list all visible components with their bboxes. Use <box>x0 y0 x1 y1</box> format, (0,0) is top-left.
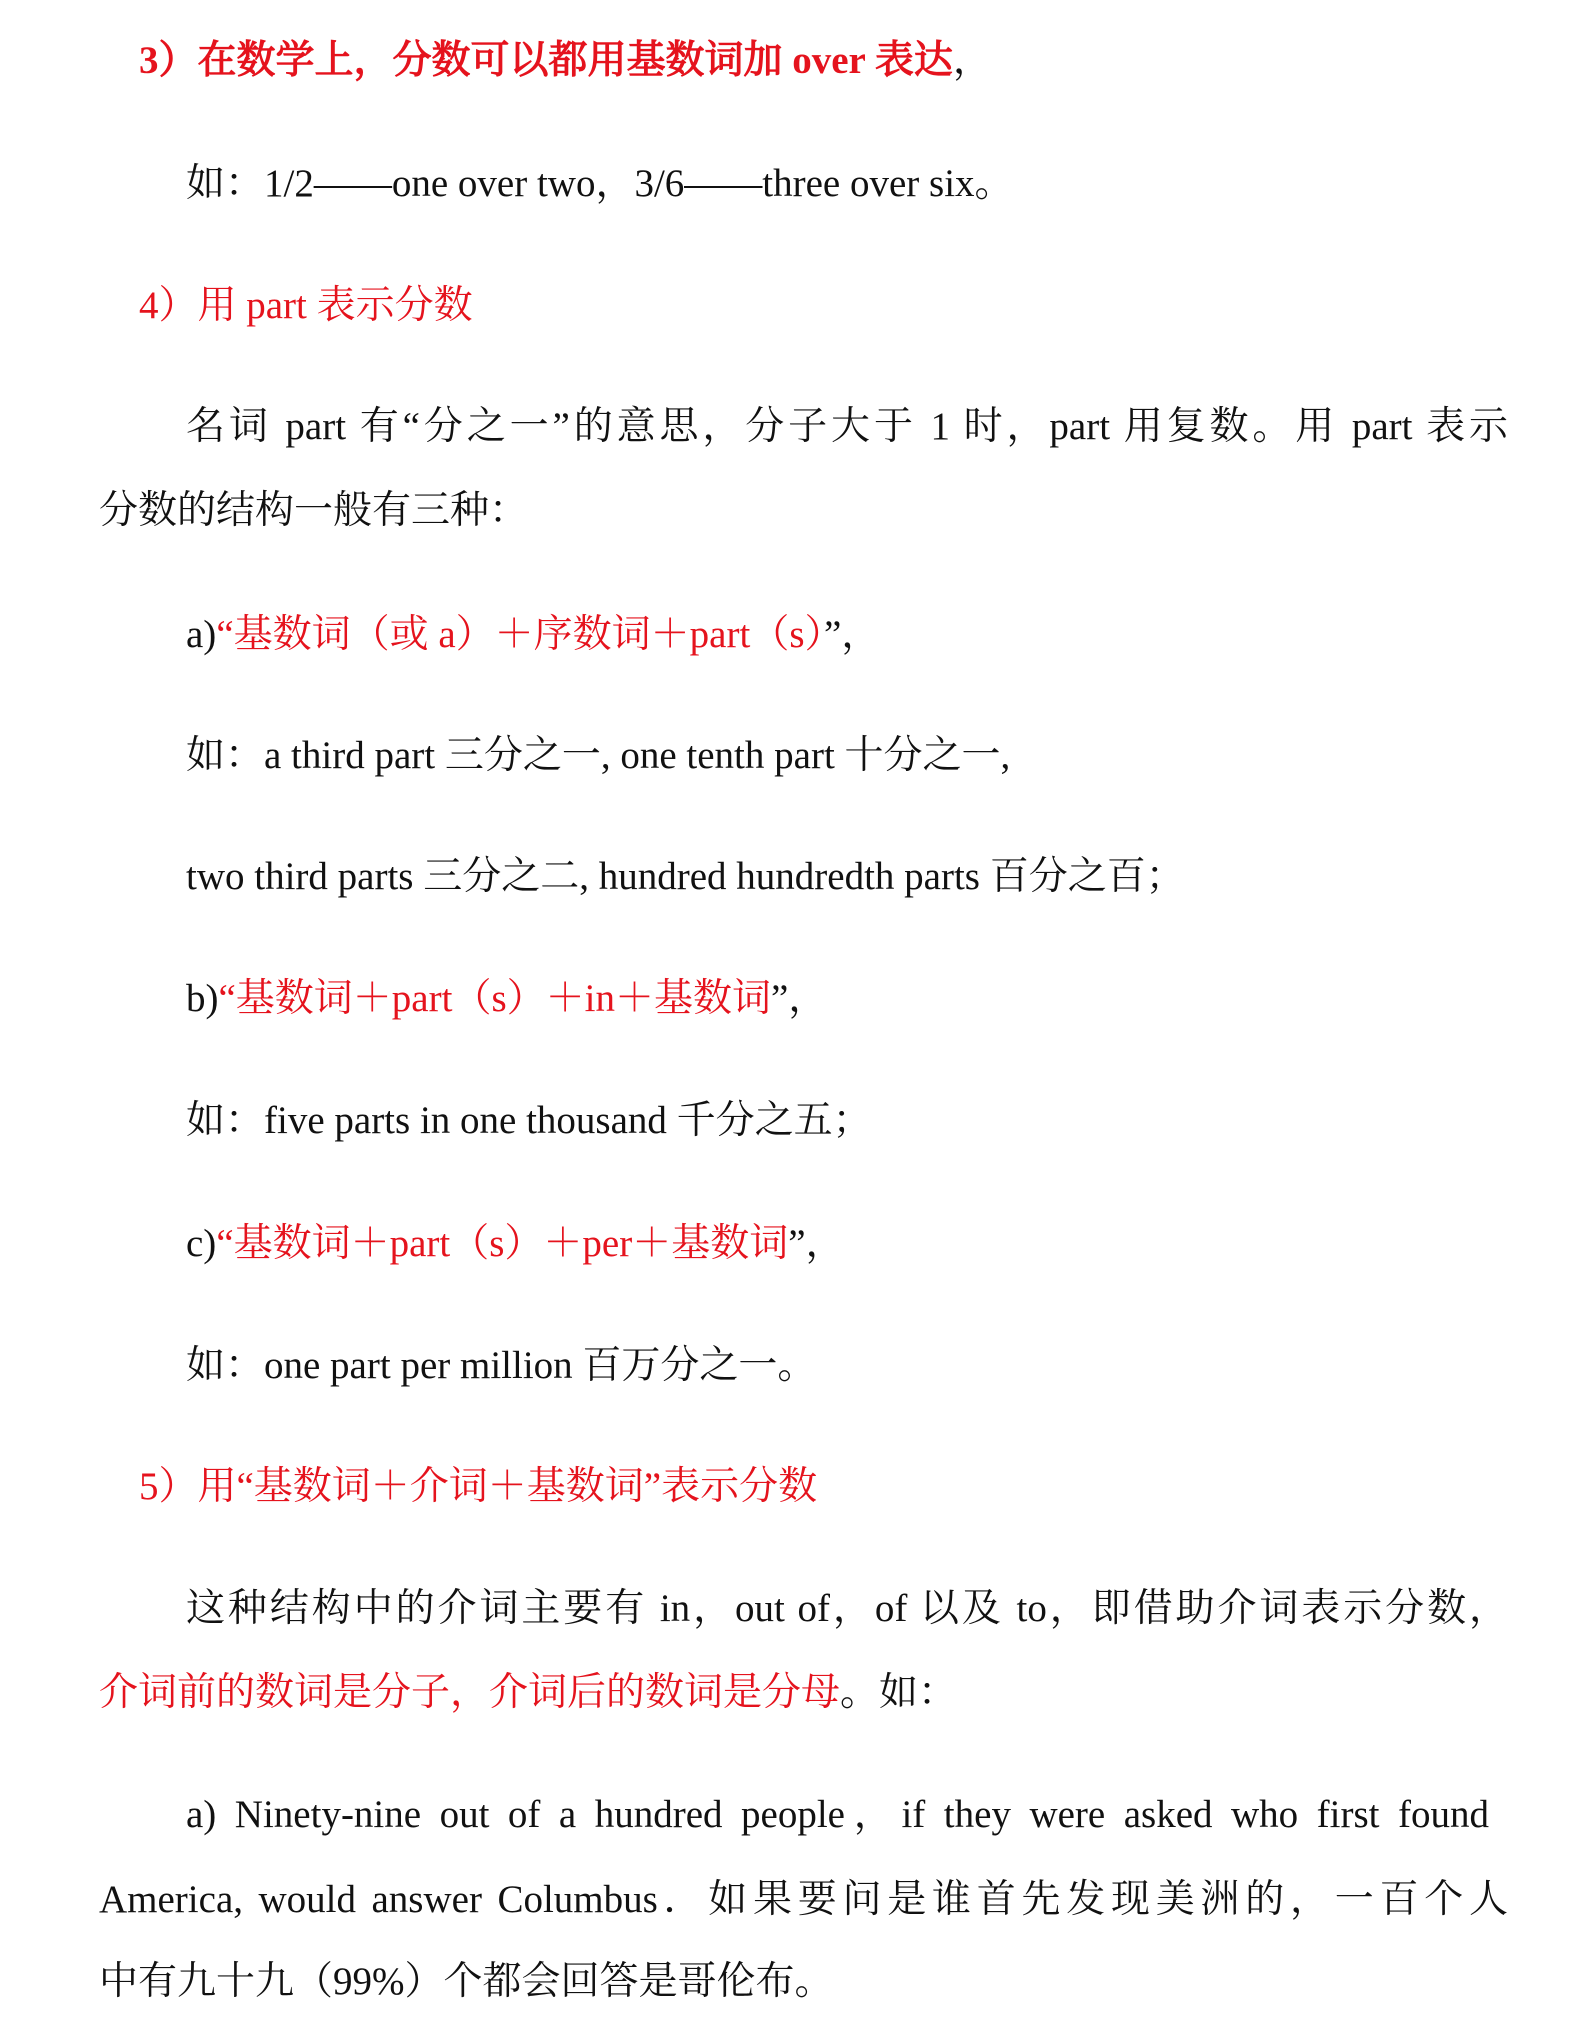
section-5-example-line-2: America, would answer Columbus．如果要问是谁首先发现美洲的，一百个人 <box>99 1878 1508 1921</box>
section-4-heading: 4）用 part 表示分数 <box>139 284 473 327</box>
section-3-example: 如：1/2——one over two，3/6——three over six。 <box>186 162 1014 205</box>
structure-c-label: c) <box>186 1222 217 1265</box>
structure-a-formula <box>186 610 880 660</box>
section-3-heading-text: 3）在数学上，分数可以都用基数词加 over 表达 <box>139 39 953 82</box>
section-3-heading-tail: ， <box>952 39 992 82</box>
section-3-heading <box>139 36 992 86</box>
section-5-heading: 5）用“基数词＋介词＋基数词”表示分数 <box>139 1465 818 1508</box>
section-5-example-line-1: a) Ninety-nine out of a hundred people，if they were asked who first found <box>186 1793 1489 1836</box>
structure-c-pattern: “基数词＋part（s）＋per＋基数词 <box>216 1222 789 1265</box>
section-5-rule-line <box>99 1668 957 1718</box>
structure-a-example-1: 如：a third part 三分之一, one tenth part 十分之一, <box>186 734 1011 777</box>
structure-a-pattern: “基数词（或 a）＋序数词＋part（s） <box>216 613 824 656</box>
structure-b-label: b) <box>186 977 219 1020</box>
section-5-intro-line: 这种结构中的介词主要有 in，out of，of 以及 to，即借助介词表示分数， <box>186 1587 1508 1630</box>
structure-c-formula <box>186 1219 845 1269</box>
structure-c-tail: ”， <box>788 1222 845 1265</box>
section-5-rule-highlight: 介词前的数词是分子，介词后的数词是分母 <box>99 1671 841 1714</box>
structure-b-tail: ”， <box>770 977 828 1020</box>
section-5-rule-tail: 。如： <box>840 1671 958 1714</box>
structure-b-example-1: 如：five parts in one thousand 千分之五； <box>186 1099 872 1142</box>
section-4-intro-line-2: 分数的结构一般有三种： <box>99 489 529 532</box>
structure-a-tail: ”， <box>824 613 881 656</box>
section-4-intro-line-1: 名词 part 有“分之一”的意思，分子大于 1 时，part 用复数。用 part 表示 <box>186 405 1508 448</box>
structure-a-example-2: two third parts 三分之二, hundred hundredth parts 百分之百； <box>186 855 1185 898</box>
structure-c-example-1: 如：one part per million 百万分之一。 <box>186 1344 817 1387</box>
section-5-example-line-3: 中有九十九（99%）个都会回答是哥伦布。 <box>99 1960 834 2003</box>
structure-b-pattern: “基数词＋part（s）＋in＋基数词 <box>218 977 771 1020</box>
structure-b-formula <box>186 974 827 1024</box>
structure-a-label: a) <box>186 613 217 656</box>
